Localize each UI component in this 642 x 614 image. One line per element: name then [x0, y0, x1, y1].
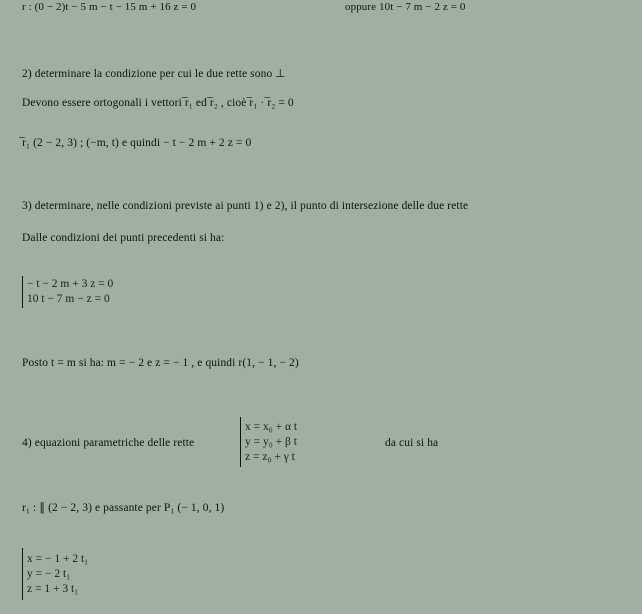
param-note: da cui si ha [385, 437, 439, 449]
final-equations-group [22, 545, 88, 603]
system-equation-1: − t − 2 m + 3 z = 0 [27, 278, 114, 290]
step2-text: Devono essere ortogonali i vettori ̅r₁ ed ̅r₂ , cioè ̅r₁ · ̅r₂ = 0 [22, 97, 294, 109]
final-equation-z: z = 1 + 3 t₁ [27, 582, 79, 595]
final-equation-x: x = − 1 + 2 t₁ [27, 552, 89, 565]
equation-system [22, 272, 113, 312]
final-equation-y: y = − 2 t₁ [27, 567, 71, 580]
system-equation-2: 10 t − 7 m − z = 0 [27, 293, 110, 305]
top-fragment-right: oppure 10t − 7 m − 2 z = 0 [345, 1, 466, 13]
param-brace [240, 417, 241, 467]
param-equation-y: y = y₀ + β t [245, 435, 297, 448]
param-equation-z: z = z₀ + γ t [245, 450, 295, 463]
step3-text: Dalle condizioni dei punti precedenti si ha: [22, 232, 225, 244]
top-fragment-left: r : (0 − 2)t − 5 m − t − 15 m + 16 z = 0 [22, 1, 197, 13]
parametric-equations-group [240, 413, 297, 471]
step2-vectors: ̅r₁ (2 − 2, 3) ; (−m, t) e quindi − t − 2 m + 2 z = 0 [22, 137, 252, 149]
param-heading: 4) equazioni parametriche delle rette [22, 437, 195, 449]
step3-heading: 3) determinare, nelle condizioni previste ai punti 1) e 2), il punto di intersezione delle due rette [22, 200, 469, 212]
param-equation-x: x = x₀ + α t [245, 420, 298, 433]
step2-heading: 2) determinare la condizione per cui le due rette sono ⊥ [22, 68, 286, 80]
line-r1-description: r₁ : ∥ (2 − 2, 3) e passante per P₁ (− 1, 0, 1) [22, 502, 225, 514]
system-brace [22, 276, 23, 308]
step3-result: Posto t = m si ha: m = − 2 e z = − 1 , e quindi r(1, − 1, − 2) [22, 357, 299, 369]
final-brace [22, 548, 23, 600]
